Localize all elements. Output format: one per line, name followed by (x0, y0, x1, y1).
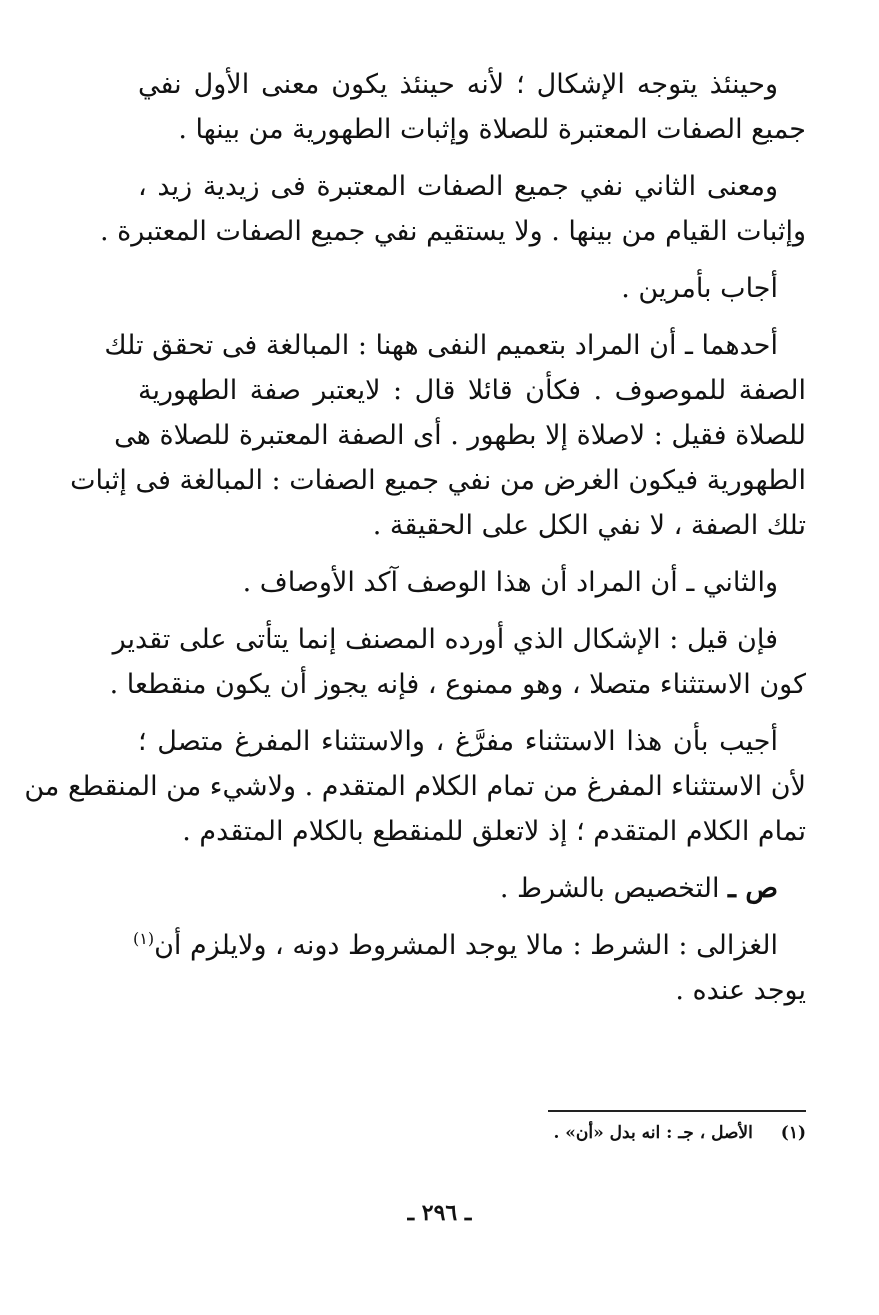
text-line: أجاب بأمرين . (621, 273, 778, 304)
paragraph-4 (70, 323, 806, 548)
text-line: كون الاستثناء متصلا ، وهو ممنوع ، فإنه يجوز أن يكون منقطعا . (109, 669, 806, 700)
paragraph-7 (24, 719, 806, 854)
footnote (553, 1118, 806, 1148)
text-line: وإثبات القيام من بينها . ولا يستقيم نفي جميع الصفات المعتبرة . (100, 216, 806, 247)
text-line: لأن الاستثناء المفرغ من تمام الكلام المتقدم . ولاشيء من المنقطع من (24, 771, 806, 802)
heading-marker: ص ـ (728, 873, 778, 904)
footnote-number: (١) (780, 1123, 806, 1143)
text-line: أجيب بأن هذا الاستثناء مفرَّغ ، والاستثناء المفرغ متصل ؛ (138, 726, 778, 757)
text-line: ومعنى الثاني نفي جميع الصفات المعتبرة فى زيدية زيد ، (138, 171, 778, 202)
paragraph-5 (138, 560, 806, 605)
text-line: تمام الكلام المتقدم ؛ إذ لاتعلق للمنقطع بالكلام المتقدم . (182, 816, 806, 847)
text-line: يوجد عنده . (675, 975, 806, 1006)
footnote-reference: (١) (132, 929, 155, 948)
page-number: ـ ٢٩٦ ـ (407, 1200, 472, 1226)
paragraph-8 (132, 923, 806, 1013)
text-line: وحينئذ يتوجه الإشكال ؛ لأنه حينئذ يكون معنى الأول نفي (138, 69, 778, 100)
text-line: الطهورية فيكون الغرض من نفي جميع الصفات : المبالغة فى إثبات (70, 465, 806, 496)
text-line: الصفة للموصوف . فكأن قائلا قال : لايعتبر صفة الطهورية (138, 375, 806, 406)
paragraph-6 (109, 617, 806, 707)
text-line: تلك الصفة ، لا نفي الكل على الحقيقة . (372, 510, 806, 541)
paragraph-1 (138, 62, 806, 152)
text-line: أحدهما ـ أن المراد بتعميم النفى ههنا : المبالغة فى تحقق تلك (104, 330, 778, 361)
section-heading (138, 866, 806, 911)
text-line: جميع الصفات المعتبرة للصلاة وإثبات الطهورية من بينها . (178, 114, 806, 145)
text-line: للصلاة فقيل : لاصلاة إلا بطهور . أى الصفة المعتبرة للصلاة هى (114, 420, 806, 451)
text-line (132, 923, 806, 968)
page-body (24, 62, 806, 1025)
text-line: والثاني ـ أن المراد أن هذا الوصف آكد الأوصاف . (242, 567, 778, 598)
footnote-divider (548, 1110, 806, 1112)
text-line: فإن قيل : الإشكال الذي أورده المصنف إنما يتأتى على تقدير (112, 624, 778, 655)
paragraph-2 (100, 164, 806, 254)
footnote-text: الأصل ، جـ : انه بدل «أن» . (553, 1123, 753, 1143)
text-line-content: الغزالى : الشرط : مالا يوجد المشروط دونه ، ولايلزم أن (154, 930, 778, 961)
heading-text: التخصيص بالشرط . (499, 873, 720, 904)
paragraph-3 (138, 266, 806, 311)
